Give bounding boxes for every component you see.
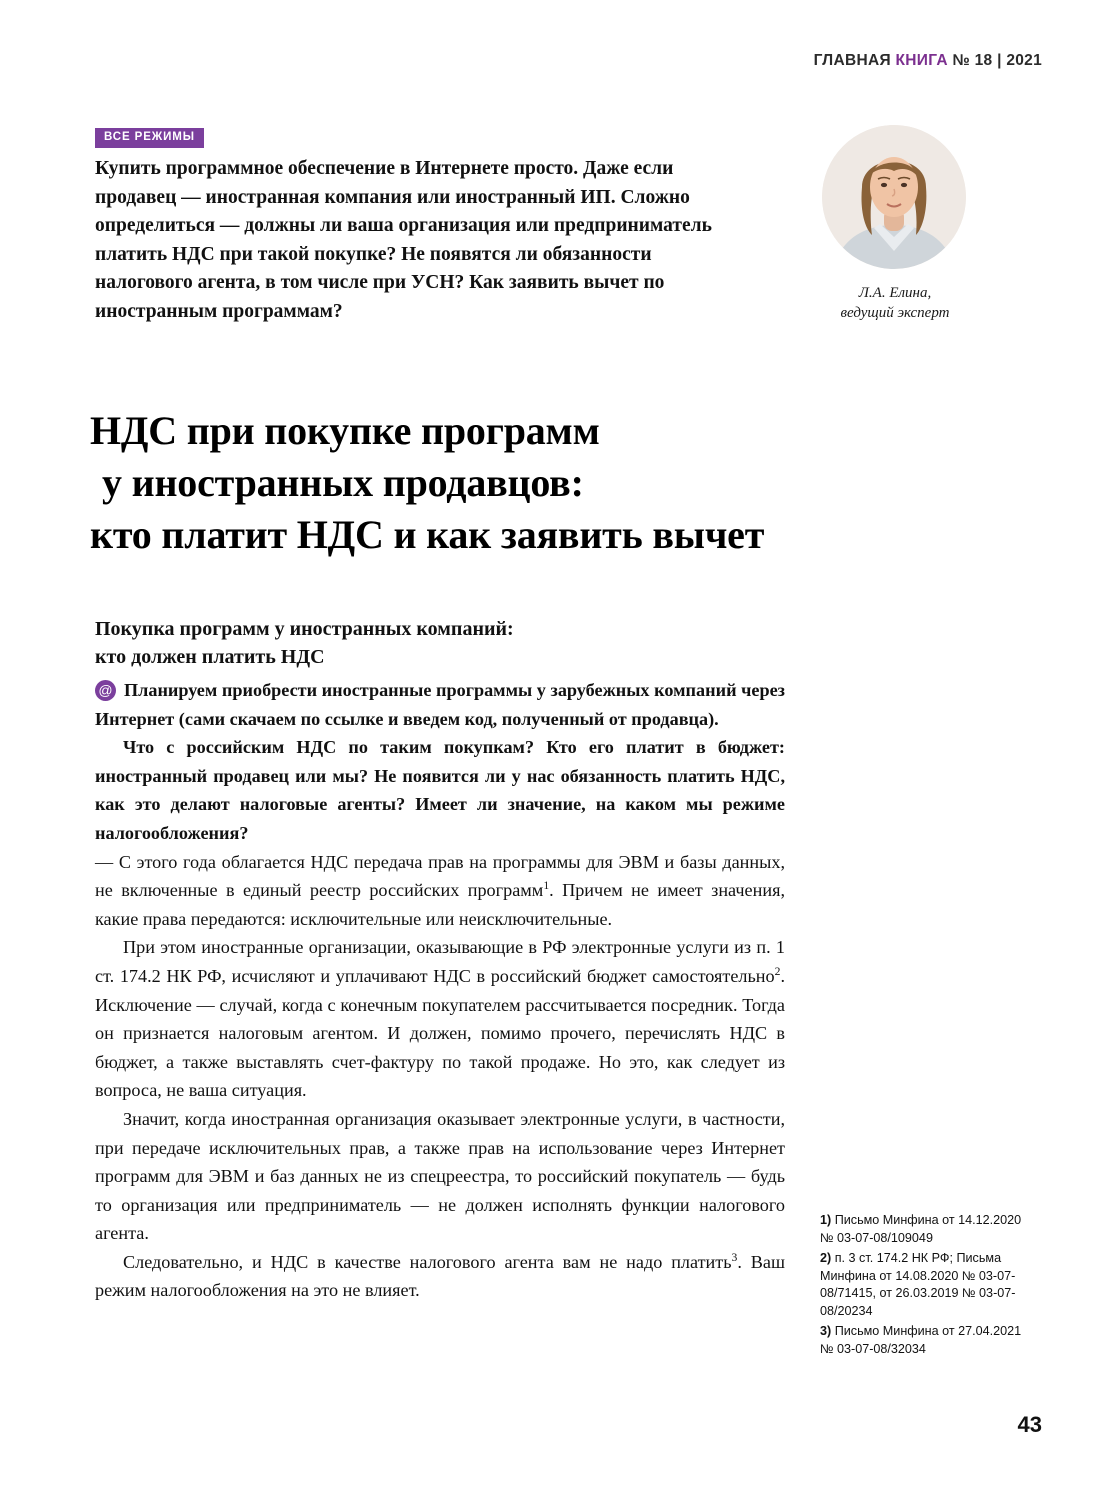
answer-1-part-b: . Причем не имеет значения, какие права передаются: исключительные или неисключительные. <box>95 880 785 929</box>
footnote-item <box>820 1323 1035 1358</box>
author-role: ведущий эксперт <box>840 305 950 321</box>
lead-paragraph: Купить программное обеспечение в Интернете просто. Даже если продавец — иностранная компания или иностранный ИП. Сложно определиться — должны ли ваша организация или предприниматель платить НДС при такой покупке? Не появятся ли обязанности налогового агента, в том числе при УСН? Как заявить вычет по иностранным программам? <box>95 158 712 322</box>
footnote-item <box>820 1212 1035 1247</box>
footnote-ref-1: 1 <box>543 879 550 893</box>
footnote-text: Письмо Минфина от 27.04.2021 № 03-07-08/32034 <box>820 1324 1022 1356</box>
author-name: Л.А. Елина, <box>858 285 932 301</box>
page-number: 43 <box>1017 1412 1042 1437</box>
footnote-item <box>820 1250 1035 1320</box>
footnote-text: п. 3 ст. 174.2 НК РФ; Письма Минфина от 14.08.2020 № 03-07-08/71415, от 26.03.2019 № 03-07-08/20234 <box>820 1251 1016 1318</box>
question-paragraph: Что с российским НДС по таким покупкам? Кто его платит в бюджет: иностранный продавец или мы? Не появится ли у нас обязанность платить НДС, как это делают налоговые агенты? Имеет ли значение, на каком мы режиме налогообложения? <box>95 737 785 843</box>
article-body <box>95 676 785 1305</box>
question-intro-text: Планируем приобрести иностранные программы у зарубежных компаний через Интернет (сами скачаем по ссылке и введем код, полученный от продавца). <box>95 680 785 729</box>
question-intro-paragraph <box>95 676 785 733</box>
author-caption <box>790 283 1000 323</box>
answer-1-part-a: — С этого года облагается НДС передача прав на программы для ЭВМ и базы данных, не включенные в единый реестр российских программ <box>95 851 785 901</box>
issue-number: № 18 | 2021 <box>952 52 1042 69</box>
answer-4-part-b: . Ваш режим налогообложения на это не влияет. <box>95 1251 785 1301</box>
title-line-2: у иностранных продавцов: <box>102 459 584 505</box>
article-title <box>90 405 1040 561</box>
answer-4-part-a: Следовательно, и НДС в качестве налогового агента вам не надо платить <box>123 1251 732 1272</box>
title-line-1: НДС при покупке программ <box>90 407 600 453</box>
answer-2-part-a: При этом иностранные организации, оказывающие в РФ электронные услуги из п. 1 ст. 174.2 НК РФ, исчисляют и уплачивают НДС в российский бюджет самостоятельно <box>95 937 785 986</box>
answer-paragraph-4 <box>95 1248 785 1305</box>
answer-paragraph-2 <box>95 933 785 1105</box>
title-line-3: кто платит НДС и как заявить вычет <box>90 511 765 557</box>
section-subheading <box>95 615 755 671</box>
footnote-number: 1) <box>820 1213 832 1227</box>
footnotes <box>820 1212 1035 1361</box>
footnote-text: Письмо Минфина от 14.12.2020 № 03-07-08/109049 <box>820 1213 1022 1245</box>
running-header <box>814 52 1042 70</box>
subheading-line-1: Покупка программ у иностранных компаний: <box>95 617 514 640</box>
at-icon: @ <box>95 680 116 701</box>
footnote-ref-2: 2 <box>774 964 781 978</box>
magazine-name-book: КНИГА <box>895 52 948 69</box>
answer-2-part-b: . Исключение — случай, когда с конечным покупателем рассчитывается посредник. Тогда он признается налоговым агентом. И должен, помимо прочего, перечислять НДС в бюджет, а также выставлять счет-фактуру по такой продаже. Но это, как следует из вопроса, не ваша ситуация. <box>95 965 785 1101</box>
footnote-number: 3) <box>820 1324 832 1338</box>
answer-paragraph-1 <box>95 848 785 934</box>
magazine-name-main: ГЛАВНАЯ <box>813 52 891 69</box>
footnote-number: 2) <box>820 1251 832 1265</box>
footnote-ref-3: 3 <box>731 1250 738 1264</box>
subheading-line-2: кто должен платить НДС <box>95 645 325 668</box>
author-portrait <box>822 125 966 269</box>
category-tag: ВСЕ РЕЖИМЫ <box>95 128 204 148</box>
answer-paragraph-3: Значит, когда иностранная организация оказывает электронные услуги, в частности, при передаче исключительных прав, а также прав на использование через Интернет программ для ЭВМ и баз данных не из спецреестра, то российский покупатель — будь то организация или предприниматель — не должен исполнять функции налогового агента. <box>95 1108 785 1244</box>
